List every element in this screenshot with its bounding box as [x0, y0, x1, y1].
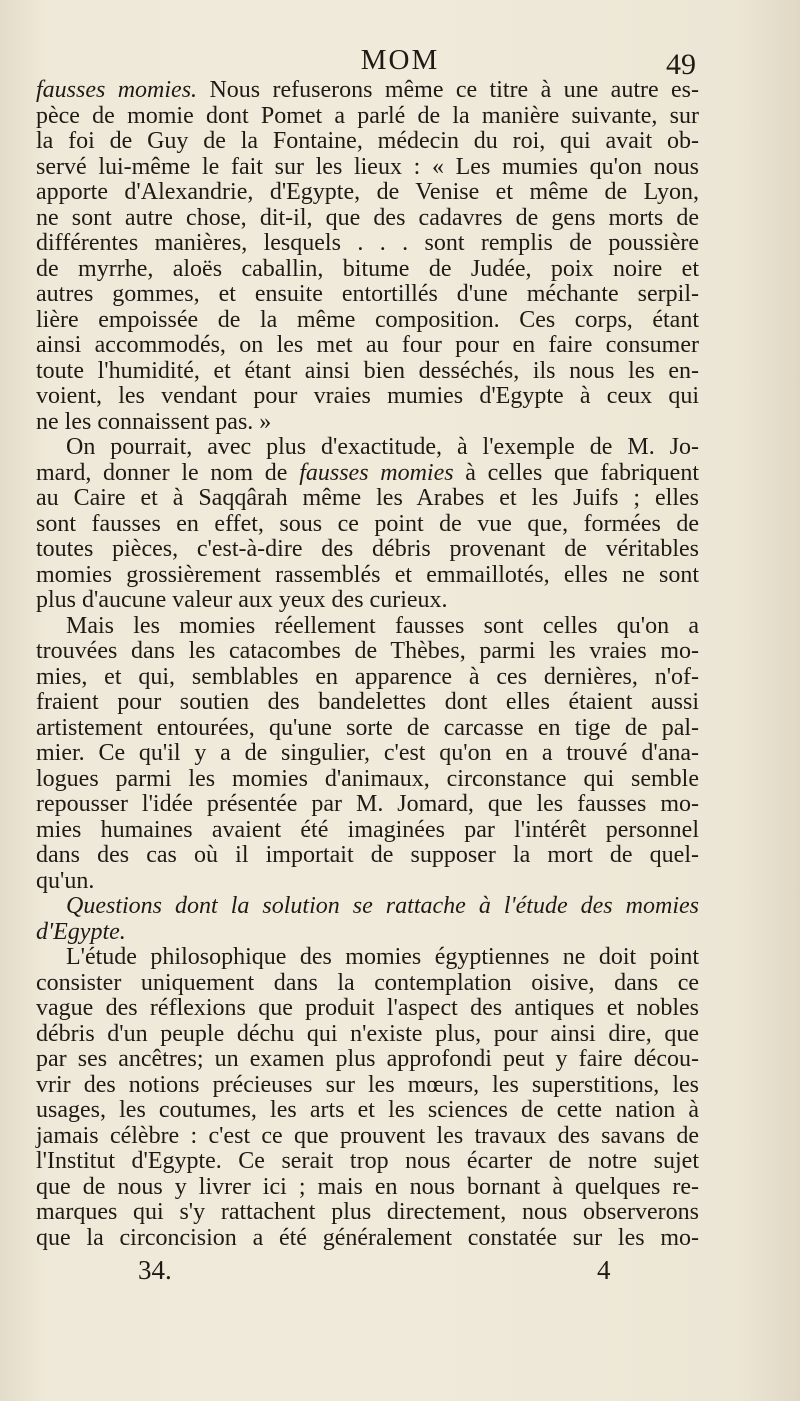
text-line: apporte d'Alexandrie, d'Egypte, de Venise et même de Lyon,: [36, 179, 699, 205]
text-line: qu'un.: [36, 867, 95, 894]
page-footer: [0, 1255, 800, 1295]
text-line: repousser l'idée présentée par M. Jomard, que les fausses mo-: [36, 791, 699, 817]
text-line: autres gommes, et ensuite entortillés d'une méchante serpil-: [36, 281, 699, 307]
gathering-number: 4: [597, 1255, 611, 1285]
text-line: par ses ancêtres; un examen plus approfondi peut y faire décou-: [36, 1046, 699, 1072]
text-line: toutes pièces, c'est-à-dire des débris provenant de véritables: [36, 536, 699, 562]
italic-phrase: fausses momies.: [36, 77, 198, 103]
page-number: 49: [666, 48, 696, 81]
text-line: marques qui s'y rattachent plus directement, nous observerons: [36, 1199, 699, 1225]
text-line: mier. Ce qu'il y a de singulier, c'est qu'on en a trouvé d'ana-: [36, 740, 699, 766]
text-line: de myrrhe, aloës caballin, bitume de Judée, poix noire et: [36, 255, 699, 282]
text-line: que de nous y livrer ici ; mais en nous bornant à quelques re-: [36, 1173, 699, 1200]
text-line: fraient pour soutien des bandelettes dont elles étaient aussi: [36, 689, 699, 715]
text-line: voient, les vendant pour vraies mumies d'Egypte à ceux qui: [36, 383, 699, 409]
text-line: sont fausses en effet, sous ce point de vue que, formées de: [36, 510, 699, 537]
text-line: différentes manières, lesquels . . . sont remplis de poussière: [36, 230, 699, 256]
text-line: trouvées dans les catacombes de Thèbes, parmi les vraies mo-: [36, 638, 699, 664]
text-line: consister uniquement dans la contemplation oisive, dans ce: [36, 969, 699, 996]
section-heading: Questions dont la solution se rattache à l'étude des momies: [66, 893, 699, 919]
text-line: mies humaines avaient été imaginées par l'intérêt personnel: [36, 816, 699, 843]
text-line: pèce de momie dont Pomet a parlé de la manière suivante, sur: [36, 102, 699, 129]
text-line: L'étude philosophique des momies égyptiennes ne doit point: [66, 944, 699, 970]
text-line: logues parmi les momies d'animaux, circonstance qui semble: [36, 765, 699, 792]
section-heading: d'Egypte.: [36, 918, 126, 945]
signature-mark: 34.: [138, 1255, 172, 1285]
text-line: mard, donner le nom de fausses momies à celles que fabriquent: [36, 459, 700, 486]
text-line: Mais les momies réellement fausses sont celles qu'on a: [66, 612, 699, 639]
text-line: la foi de Guy de la Fontaine, médecin du roi, qui avait ob-: [36, 128, 699, 154]
text-line: que la circoncision a été généralement constatée sur les mo-: [36, 1224, 699, 1251]
text-line: lière empoissée de la même composition. Ces corps, étant: [36, 306, 699, 333]
text-line: ainsi accommodés, on les met au four pour en faire consumer: [36, 332, 699, 358]
text-line: toute l'humidité, et étant ainsi bien desséchés, ils nous les en-: [36, 357, 699, 384]
running-title: MOM: [360, 44, 440, 76]
text-line: usages, les coutumes, les arts et les sciences de cette nation à: [36, 1097, 699, 1123]
text-line: fausses momies. Nous refuserons même ce titre à une autre es-: [36, 77, 700, 103]
text-line: momies grossièrement rassemblés et emmaillotés, elles ne sont: [36, 561, 699, 588]
text-line: ne sont autre chose, dit-il, que des cadavres de gens morts de: [36, 204, 699, 231]
text-line: plus d'aucune valeur aux yeux des curieux.: [36, 587, 448, 613]
text-line: vague des réflexions que produit l'aspect des antiques et nobles: [36, 995, 699, 1021]
text-line: servé lui-même le fait sur les lieux : « Les mumies qu'on nous: [36, 153, 699, 180]
body-text: [36, 78, 699, 1251]
text-line: ne les connaissent pas. »: [36, 408, 272, 435]
text-line: artistement entourées, qu'une sorte de carcasse en tige de pal-: [36, 714, 699, 741]
text-line: l'Institut d'Egypte. Ce serait trop nous écarter de notre sujet: [36, 1148, 699, 1174]
text-line: mies, et qui, semblables en apparence à ces dernières, n'of-: [36, 663, 699, 690]
text-line: au Caire et à Saqqârah même les Arabes et les Juifs ; elles: [36, 485, 699, 511]
text-line: débris d'un peuple déchu qui n'existe plus, pour ainsi dire, que: [36, 1020, 699, 1047]
text-line: On pourrait, avec plus d'exactitude, à l'exemple de M. Jo-: [66, 434, 699, 460]
text-line: jamais célèbre : c'est ce que prouvent les travaux des savans de: [36, 1122, 699, 1149]
italic-phrase: fausses momies: [299, 459, 454, 486]
text-line: vrir des notions précieuses sur les mœurs, les superstitions, les: [36, 1071, 699, 1098]
text-line: dans des cas où il importait de supposer la mort de quel-: [36, 842, 699, 868]
